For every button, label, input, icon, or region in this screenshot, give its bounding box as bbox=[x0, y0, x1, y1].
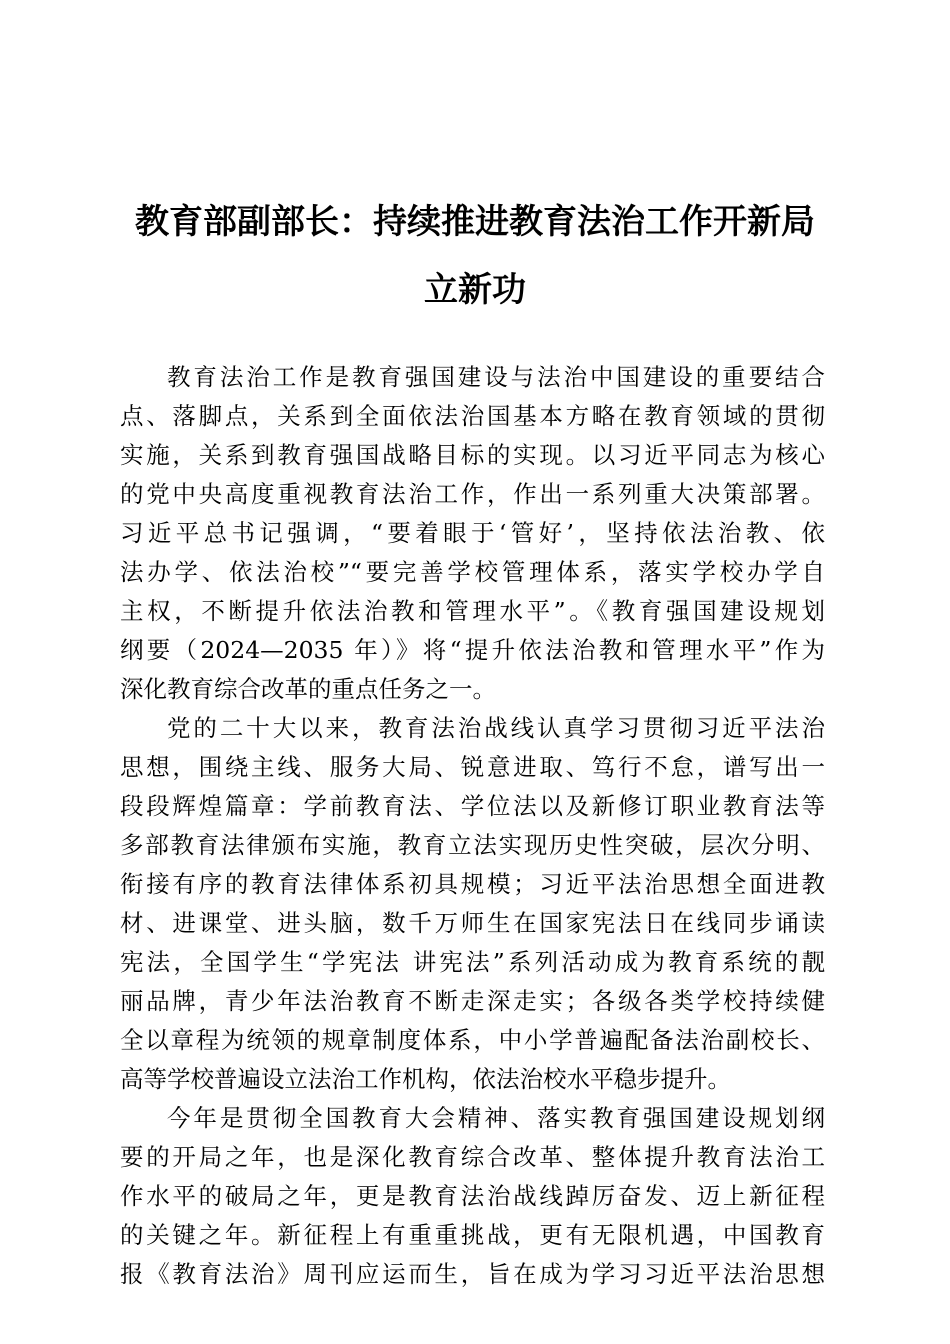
text-line: 要的开局之年，也是深化教育综合改革、整体提升教育法治工 bbox=[120, 1143, 825, 1171]
text-line: 深化教育综合改革的重点任务之一。 bbox=[120, 675, 496, 703]
title-line: 教育部副部长：持续推进教育法治工作开新局 bbox=[135, 202, 815, 242]
text-line: 宪法，全国学生“学宪法 讲宪法”系列活动成为教育系统的靓 bbox=[120, 948, 825, 976]
paragraph-1 bbox=[120, 358, 825, 709]
text-line: 纲要（2024—2035 年）》将“提升依法治教和管理水平”作为 bbox=[120, 636, 825, 664]
text-line: 教育法治工作是教育强国建设与法治中国建设的重要结合 bbox=[167, 363, 825, 391]
text-line: 今年是贯彻全国教育大会精神、落实教育强国建设规划纲 bbox=[167, 1104, 825, 1132]
text-line: 丽品牌，青少年法治教育不断走深走实；各级各类学校持续健 bbox=[120, 987, 825, 1015]
text-line: 思想，围绕主线、服务大局、锐意进取、笃行不怠，谱写出一 bbox=[120, 753, 825, 781]
text-line: 高等学校普遍设立法治工作机构，依法治校水平稳步提升。 bbox=[120, 1065, 731, 1093]
text-line: 实施，关系到教育强国战略目标的实现。以习近平同志为核心 bbox=[120, 441, 825, 469]
text-line: 报《教育法治》周刊应运而生，旨在成为学习习近平法治思想 bbox=[120, 1260, 825, 1288]
text-line: 习近平总书记强调，“要着眼于‘管好’，坚持依法治教、依 bbox=[120, 519, 825, 547]
text-line: 点、落脚点，关系到全面依法治国基本方略在教育领域的贯彻 bbox=[120, 402, 825, 430]
article-body bbox=[120, 358, 825, 1294]
paragraph-3 bbox=[120, 1099, 825, 1294]
text-line: 段段辉煌篇章：学前教育法、学位法以及新修订职业教育法等 bbox=[120, 792, 825, 820]
text-line: 多部教育法律颁布实施，教育立法实现历史性突破，层次分明、 bbox=[120, 831, 825, 859]
text-line: 全以章程为统领的规章制度体系，中小学普遍配备法治副校长、 bbox=[120, 1026, 825, 1054]
document-title bbox=[100, 188, 850, 324]
text-line: 党的二十大以来，教育法治战线认真学习贯彻习近平法治 bbox=[167, 714, 825, 742]
text-line: 作水平的破局之年，更是教育法治战线踔厉奋发、迈上新征程 bbox=[120, 1182, 825, 1210]
text-line: 的关键之年。新征程上有重重挑战，更有无限机遇，中国教育 bbox=[120, 1221, 825, 1249]
text-line: 衔接有序的教育法律体系初具规模；习近平法治思想全面进教 bbox=[120, 870, 825, 898]
paragraph-2 bbox=[120, 709, 825, 1099]
text-line: 法办学、依法治校”“要完善学校管理体系，落实学校办学自 bbox=[120, 558, 825, 586]
title-line: 立新功 bbox=[424, 270, 526, 310]
text-line: 的党中央高度重视教育法治工作，作出一系列重大决策部署。 bbox=[120, 480, 825, 508]
text-line: 材、进课堂、进头脑，数千万师生在国家宪法日在线同步诵读 bbox=[120, 909, 825, 937]
text-line: 主权，不断提升依法治教和管理水平”。《教育强国建设规划 bbox=[120, 597, 825, 625]
